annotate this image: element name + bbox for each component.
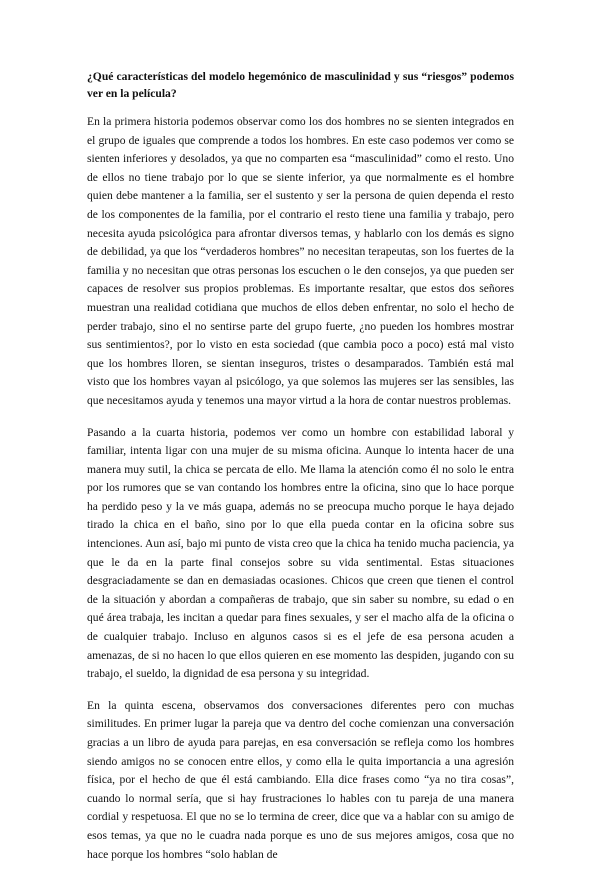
document-body <box>87 68 514 877</box>
paragraph-first-story: En la primera historia podemos observar como los dos hombres no se sienten integrados en el grupo de iguales que comprende a todos los hombres. En este caso podemos ver como se sienten inferiores y desolados, ya que no comparten esa “masculinidad” como el resto. Uno de ellos no tiene trabajo por lo que se siente inferior, ya que normalmente es el hombre quien debe mantener a la familia, ser el sustento y ser la persona de quien dependa el resto de los componentes de la familia, por el contrario el resto tiene una familia y trabajo, pero necesita ayuda psicológica para afrontar diversos temas, y hablarlo con los demás es signo de debilidad, ya que los “verdaderos hombres” no necesitan terapeutas, son los fuertes de la familia y no necesitan que otras personas los escuchen o le den consejos, ya que pueden ser capaces de resolver sus propios problemas. Es importante resaltar, que estos dos señores muestran una realidad cotidiana que muchos de ellos deben enfrentar, no solo el hecho de perder trabajo, sino el no sentirse parte del grupo fuerte, ¿no pueden los hombres mostrar sus sentimientos?, por lo visto en esta sociedad (que cambia poco a poco) está mal visto que los hombres lloren, se sientan inseguros, tristes o desamparados. También está mal visto que los hombres vayan al psicólogo, ya que solemos las mujeres ser las sensibles, las que necesitamos ayuda y tenemos una mayor virtud a la hora de contar nuestros problemas. <box>87 115 514 407</box>
paragraph-fifth-scene: En la quinta escena, observamos dos conversaciones diferentes pero con muchas similitudes. En primer lugar la pareja que va dentro del coche comienzan una conversación gracias a un libro de ayuda para parejas, en esa conversación se refleja como los hombres siendo amigos no se conocen entre ellos, y como ella le quita importancia a una agresión física, por el hecho de que él está cambiando. Ella dice frases como “ya no tira cosas”, cuando lo normal sería, que si hay frustraciones lo hables con tu pareja de una manera cordial y respetuosa. El que no se lo termina de creer, dice que va a hablar con su amigo de esos temas, ya que no le cuadra nada porque es uno de sus mejores amigos, cosa que no hace porque los hombres “solo hablan de <box>87 698 514 861</box>
paragraph-fourth-story: Pasando a la cuarta historia, podemos ver como un hombre con estabilidad laboral y familiar, intenta ligar con una mujer de su misma oficina. Aunque lo intenta hacer de una manera muy sutil, la chica se percata de ello. Me llama la atención como él no solo le entra por los rumores que se van contando los hombres entre la oficina, sino que lo hace porque ha perdido peso y la ve más guapa, además no se preocupa mucho porque le haya dejado tirado la chica en el baño, sino por lo que ella pueda contar en la oficina sobre sus intenciones. Aun así, bajo mi punto de vista creo que la chica ha tenido mucha paciencia, ya que le da en la parte final consejos sobre su vida sentimental. Estas situaciones desgraciadamente se dan en demasiadas ocasiones. Chicos que creen que tienen el control de la situación y abordan a compañeras de trabajo, que sin saber su nombre, su edad o en qué área trabaja, les incitan a quedar para fines sexuales, y ser el macho alfa de la oficina o de cualquier trabajo. Incluso en algunos casos si es el jefe de esa persona acuden a amenazas, de si no hacen lo que ellos quieren en ese momento las despiden, jugando con su trabajo, el sueldo, la dignidad de esa persona y su integridad. <box>87 425 514 681</box>
question-heading: ¿Qué características del modelo hegemónico de masculinidad y sus “riesgos” podemos ver en la película? <box>87 70 514 100</box>
